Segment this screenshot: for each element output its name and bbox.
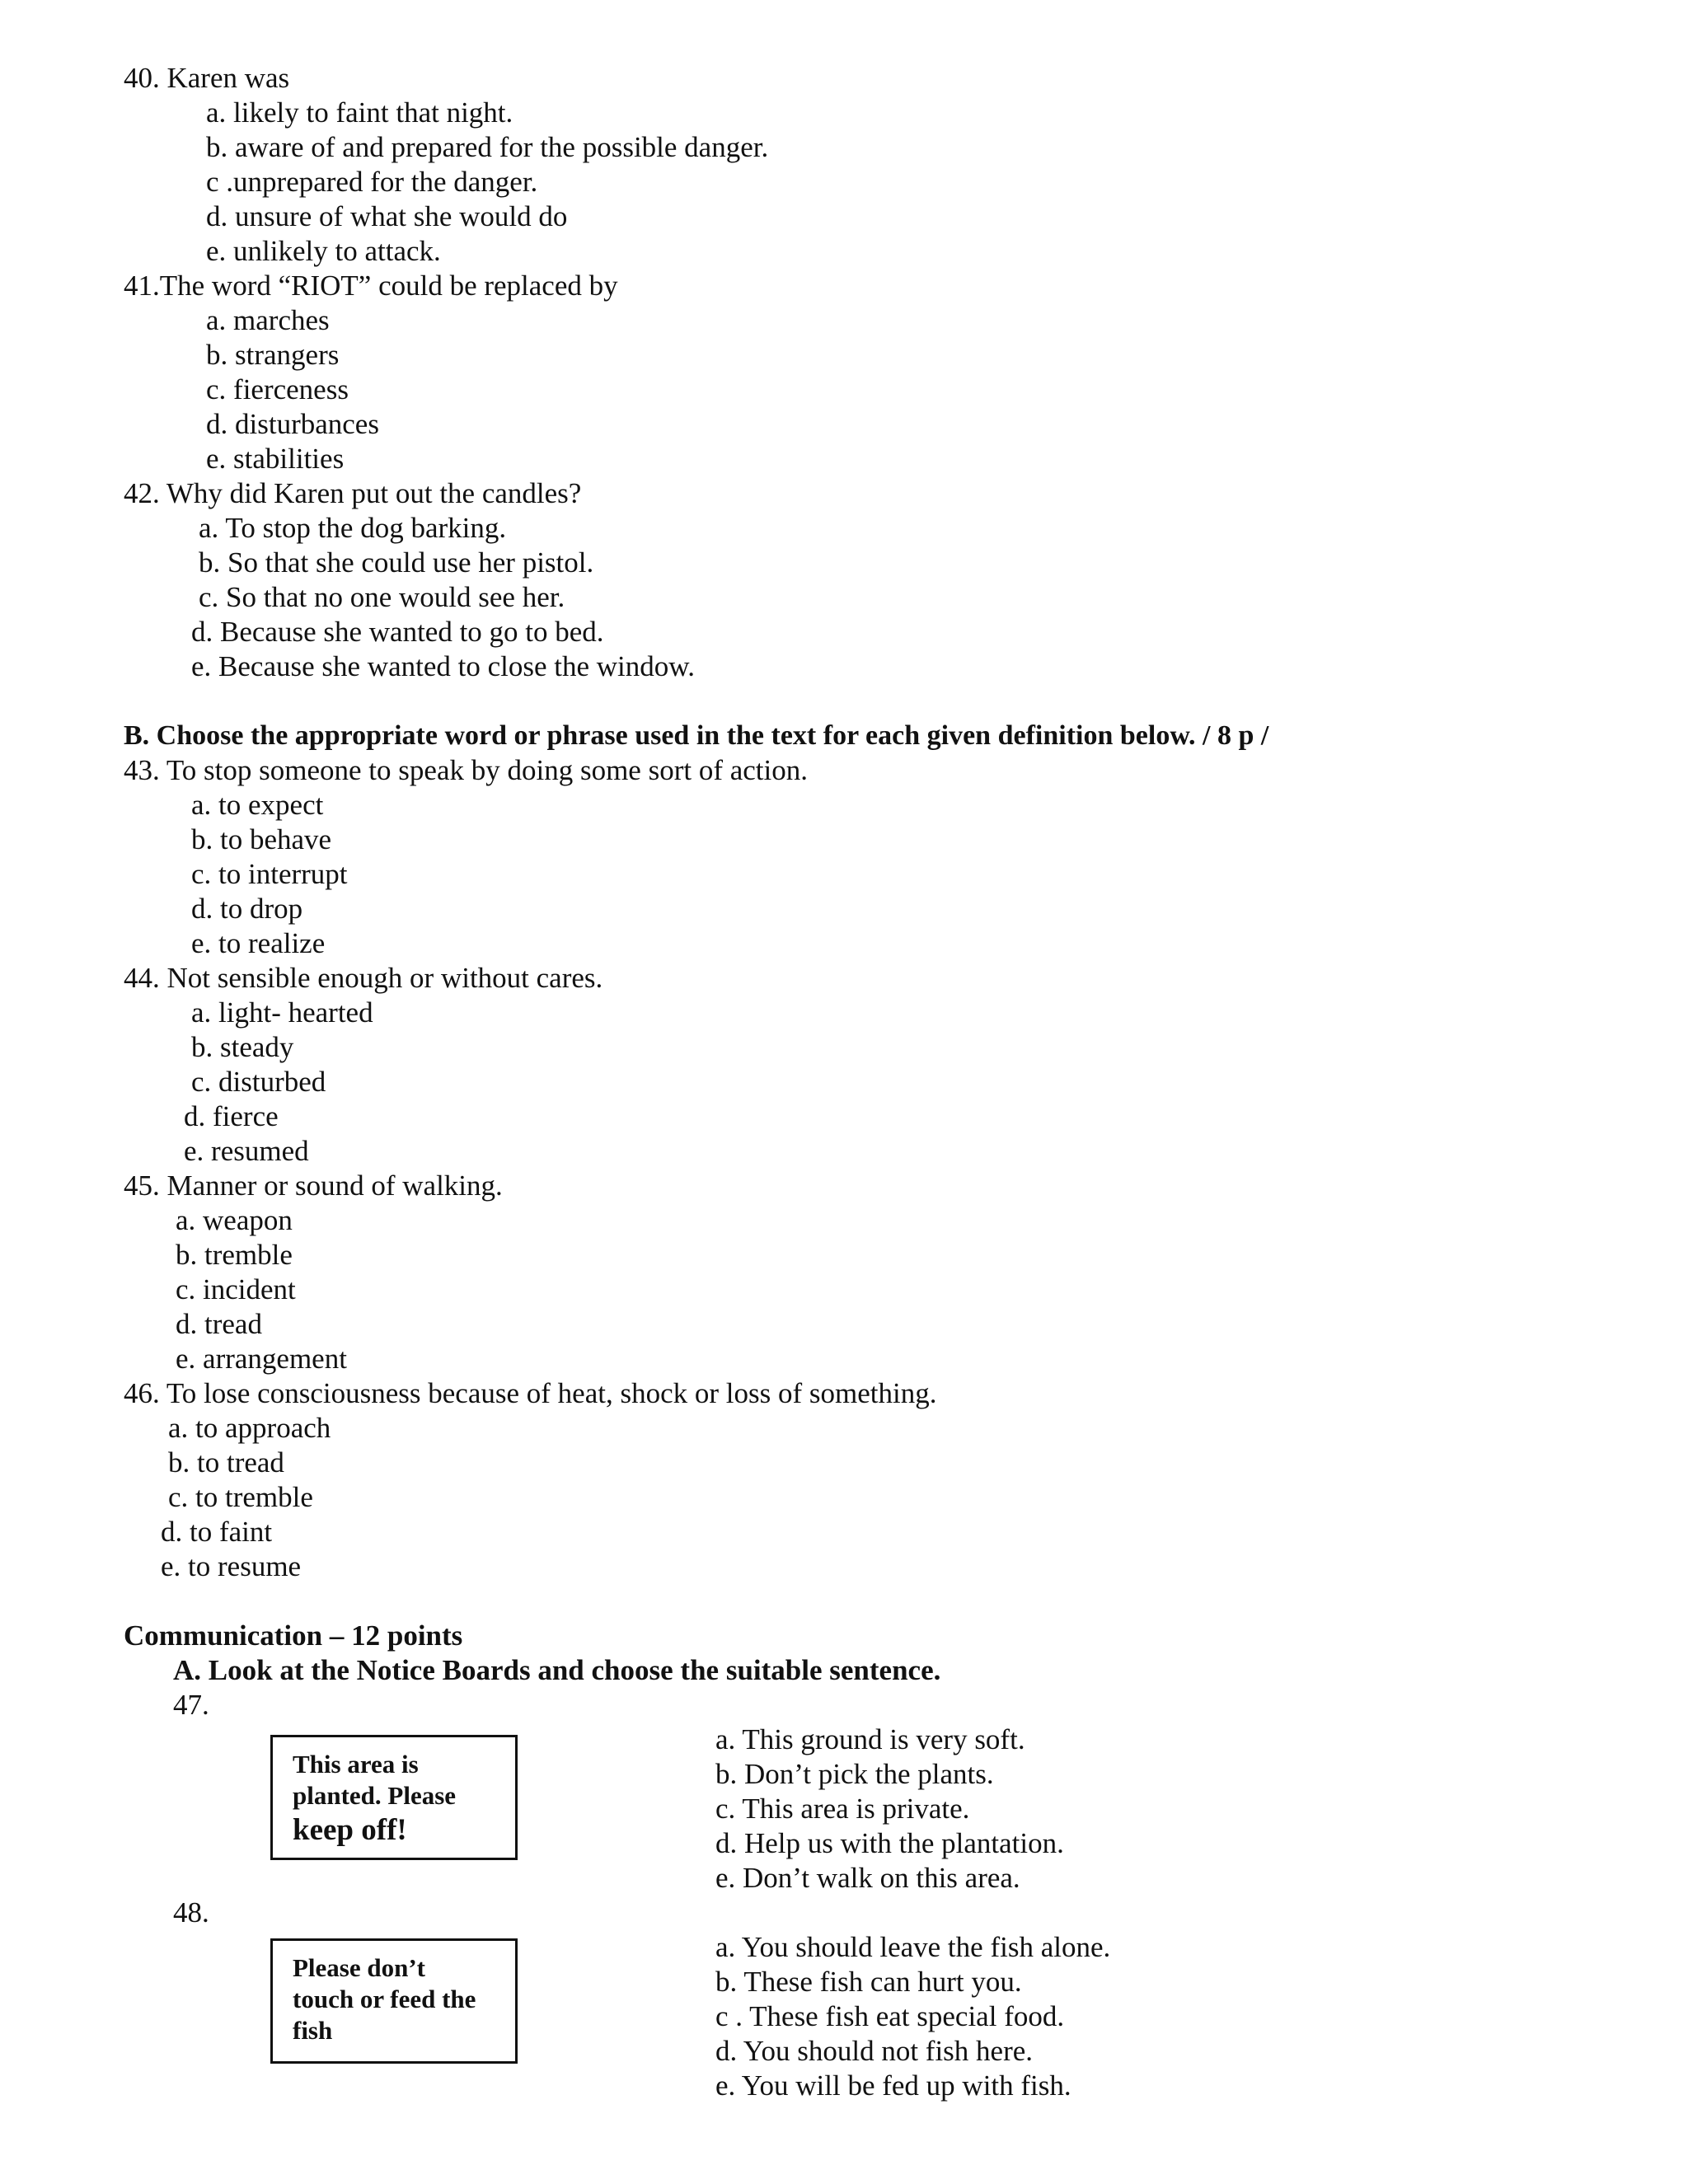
q43-stem: 43. To stop someone to speak by doing some sort of action. xyxy=(124,754,809,786)
q46-option-c[interactable]: c. to tremble xyxy=(168,1481,313,1513)
q42-option-c[interactable]: c. So that no one would see her. xyxy=(199,581,565,613)
q41-stem: 41.The word “RIOT” could be replaced by xyxy=(124,269,618,302)
q47-option-b[interactable]: b. Don’t pick the plants. xyxy=(715,1758,994,1790)
q45-option-b[interactable]: b. tremble xyxy=(176,1239,293,1271)
q42-option-b[interactable]: b. So that she could use her pistol. xyxy=(199,546,594,579)
q48-notice-line-2: touch or feed the xyxy=(293,1985,476,2013)
q45-stem: 45. Manner or sound of walking. xyxy=(124,1169,503,1202)
q43-option-c[interactable]: c. to interrupt xyxy=(191,858,348,890)
q47-number: 47. xyxy=(173,1689,209,1721)
q47-notice-board xyxy=(270,1735,518,1860)
q44-option-e[interactable]: e. resumed xyxy=(184,1135,309,1167)
q44-option-b[interactable]: b. steady xyxy=(191,1031,294,1063)
q46-option-e[interactable]: e. to resume xyxy=(161,1550,302,1582)
q45-option-c[interactable]: c. incident xyxy=(176,1273,296,1305)
section-b-heading: B. Choose the appropriate word or phrase used in the text for each given definition below. / 8 p / xyxy=(124,720,1269,751)
q40-option-a[interactable]: a. likely to faint that night. xyxy=(206,96,513,129)
q46-option-a[interactable]: a. to approach xyxy=(168,1412,331,1444)
q48-option-d[interactable]: d. You should not fish here. xyxy=(715,2035,1034,2067)
q40-option-c[interactable]: c .unprepared for the danger. xyxy=(206,166,538,198)
q42-option-d[interactable]: d. Because she wanted to go to bed. xyxy=(191,616,604,648)
q44-option-d[interactable]: d. fierce xyxy=(184,1100,279,1132)
q41-option-b[interactable]: b. strangers xyxy=(206,339,340,371)
q42-option-e[interactable]: e. Because she wanted to close the window. xyxy=(191,650,696,682)
q47-option-d[interactable]: d. Help us with the plantation. xyxy=(715,1827,1064,1859)
q47-option-c[interactable]: c. This area is private. xyxy=(715,1793,970,1825)
q41-option-a[interactable]: a. marches xyxy=(206,304,330,336)
q47-option-e[interactable]: e. Don’t walk on this area. xyxy=(715,1862,1020,1894)
q46-option-b[interactable]: b. to tread xyxy=(168,1446,284,1479)
q40-stem: 40. Karen was xyxy=(124,62,290,94)
q43-option-a[interactable]: a. to expect xyxy=(191,789,324,821)
q48-option-c[interactable]: c . These fish eat special food. xyxy=(715,2000,1065,2032)
q48-notice-line-3: fish xyxy=(293,2016,333,2045)
q43-option-e[interactable]: e. to realize xyxy=(191,927,326,959)
q44-stem: 44. Not sensible enough or without cares. xyxy=(124,962,603,994)
q42-option-a[interactable]: a. To stop the dog barking. xyxy=(199,512,507,544)
q47-option-a[interactable]: a. This ground is very soft. xyxy=(715,1723,1025,1755)
q44-option-c[interactable]: c. disturbed xyxy=(191,1066,326,1098)
q45-option-d[interactable]: d. tread xyxy=(176,1308,262,1340)
q44-option-a[interactable]: a. light- hearted xyxy=(191,996,373,1029)
q41-option-d[interactable]: d. disturbances xyxy=(206,408,379,440)
q46-option-d[interactable]: d. to faint xyxy=(161,1516,273,1548)
q48-option-e[interactable]: e. You will be fed up with fish. xyxy=(715,2069,1071,2102)
q42-stem: 42. Why did Karen put out the candles? xyxy=(124,477,582,509)
q47-notice-line-1: This area is xyxy=(293,1750,419,1779)
q41-option-c[interactable]: c. fierceness xyxy=(206,373,349,405)
q45-option-a[interactable]: a. weapon xyxy=(176,1204,293,1236)
q48-notice-board xyxy=(270,1938,518,2064)
q43-option-b[interactable]: b. to behave xyxy=(191,823,332,855)
q47-notice-emphasis: keep off! xyxy=(293,1813,407,1847)
q48-number: 48. xyxy=(173,1896,209,1929)
q43-option-d[interactable]: d. to drop xyxy=(191,893,303,925)
q45-option-e[interactable]: e. arrangement xyxy=(176,1343,347,1375)
communication-subheading: A. Look at the Notice Boards and choose the suitable sentence. xyxy=(173,1654,941,1686)
q41-option-e[interactable]: e. stabilities xyxy=(206,443,345,475)
q40-option-e[interactable]: e. unlikely to attack. xyxy=(206,235,441,267)
communication-heading: Communication – 12 points xyxy=(124,1619,463,1652)
q48-option-b[interactable]: b. These fish can hurt you. xyxy=(715,1966,1022,1998)
q47-notice-line-2: planted. Please xyxy=(293,1781,457,1810)
q40-option-b[interactable]: b. aware of and prepared for the possible danger. xyxy=(206,131,769,163)
q40-option-d[interactable]: d. unsure of what she would do xyxy=(206,200,568,232)
q48-notice-line-1: Please don’t xyxy=(293,1953,426,1982)
q46-stem: 46. To lose consciousness because of heat, shock or loss of something. xyxy=(124,1377,937,1409)
q48-option-a[interactable]: a. You should leave the fish alone. xyxy=(715,1931,1111,1963)
